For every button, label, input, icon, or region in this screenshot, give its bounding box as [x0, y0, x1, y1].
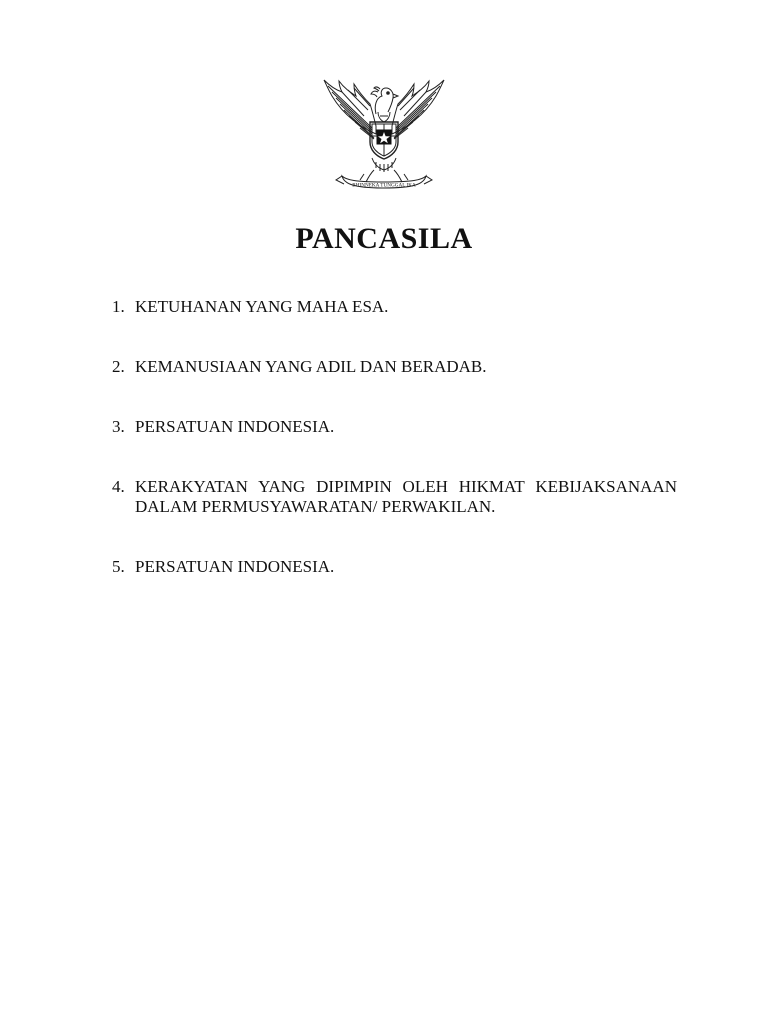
garuda-pancasila-emblem-icon [314, 76, 454, 200]
item-number: 4. [112, 477, 125, 496]
item-text: KERAKYATAN YANG DIPIMPIN OLEH HIKMAT KEBIJAKSANAAN DALAM PERMUSYAWARATAN/ PERWAKILAN. [135, 477, 677, 516]
list-item [112, 297, 677, 317]
item-text: KEMANUSIAAN YANG ADIL DAN BERADAB. [135, 357, 487, 376]
emblem-motto: BHINNEKA TUNGGAL IKA [352, 182, 416, 189]
page-title: PANCASILA [295, 222, 473, 255]
item-text: PERSATUAN INDONESIA. [135, 417, 335, 436]
list-item [112, 417, 677, 437]
pancasila-principles-list [112, 297, 677, 617]
item-text: KETUHANAN YANG MAHA ESA. [135, 297, 389, 316]
item-text: PERSATUAN INDONESIA. [135, 557, 335, 576]
item-number: 2. [112, 357, 125, 376]
item-number: 5. [112, 557, 125, 576]
item-number: 1. [112, 297, 125, 316]
list-item [112, 557, 677, 577]
list-item [112, 357, 677, 377]
list-item [112, 477, 677, 517]
item-number: 3. [112, 417, 125, 436]
